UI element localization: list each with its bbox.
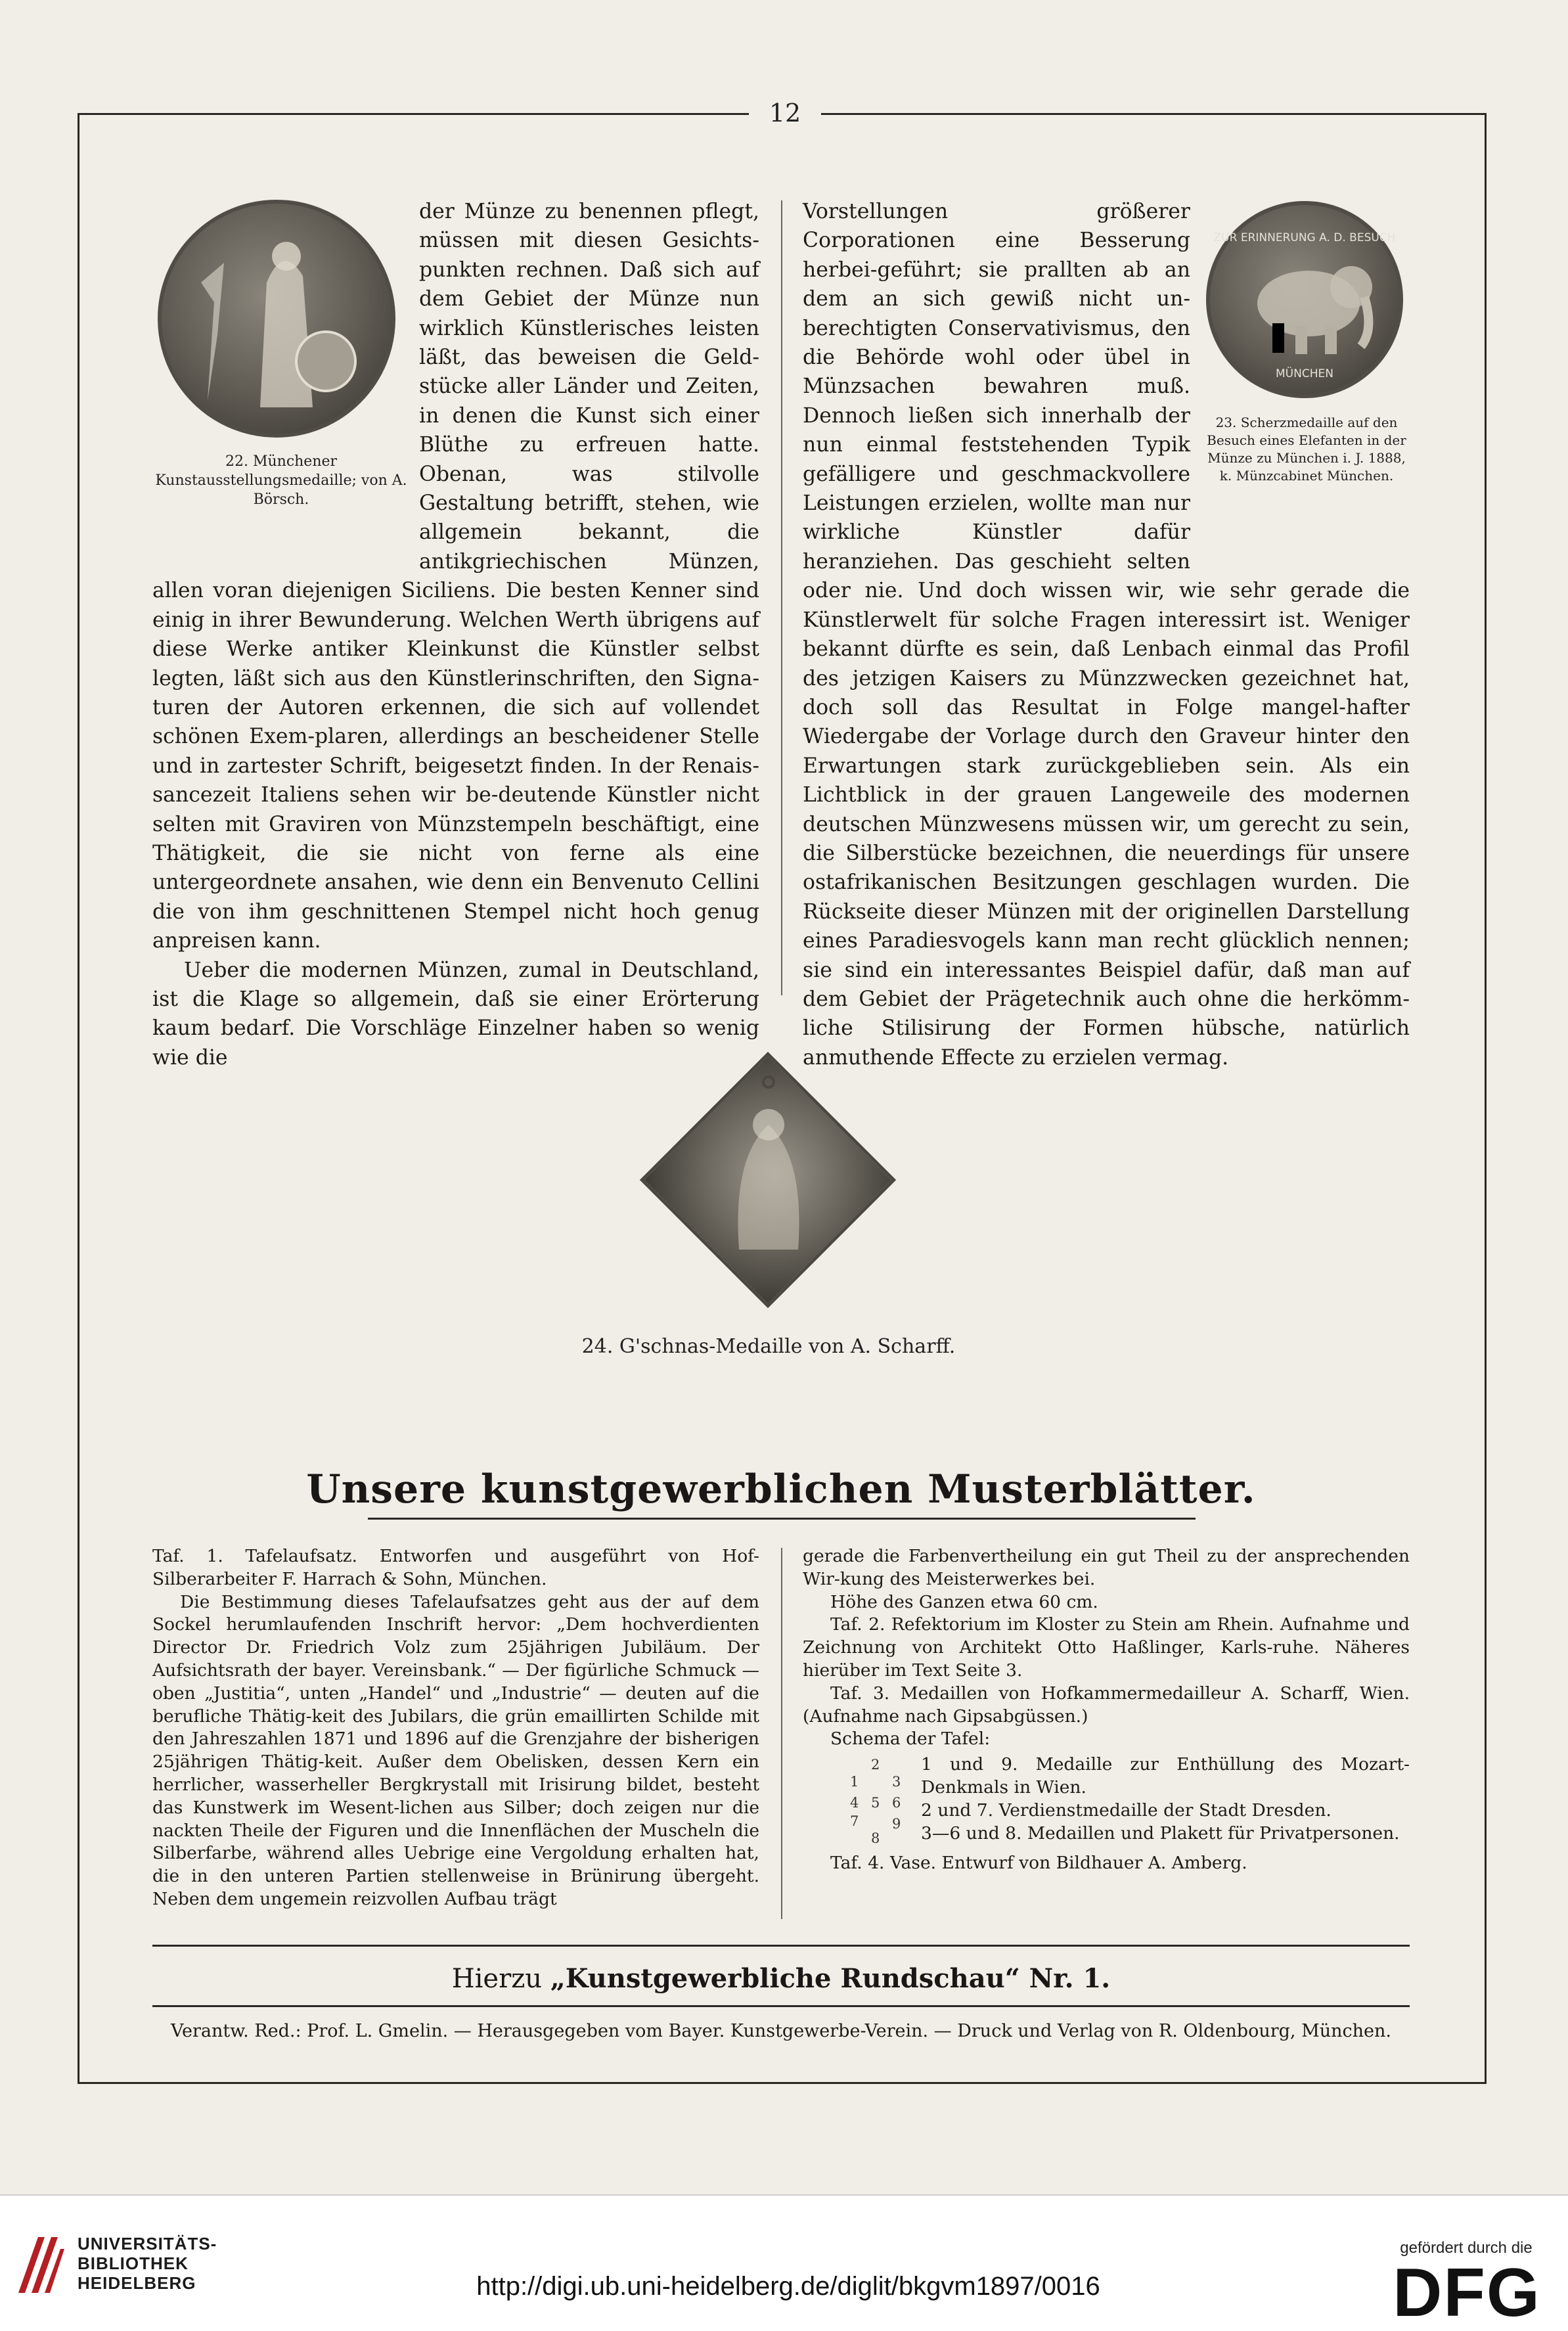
figure-group-icon bbox=[640, 1052, 897, 1309]
digitization-footer bbox=[0, 2194, 1568, 2329]
section-right-column bbox=[803, 1545, 1410, 1875]
plate-1-continuation: gerade die Farbenvertheilung ein gut Theil zu der ansprechenden Wir-kung des Meisterwerkes bei. bbox=[803, 1546, 1410, 1589]
section-column-divider bbox=[781, 1548, 782, 1919]
supplement-notice bbox=[152, 1963, 1410, 1994]
medal-22-image bbox=[158, 200, 395, 438]
article-left-column bbox=[152, 197, 759, 1072]
article-paragraph: Ueber die modernen Münzen, zumal in Deutschland, ist die Klage so allgemein, daß sie einer Erörterung kaum bedarf. Die Vorschläge Einzelner haben so wenig wie die bbox=[152, 958, 759, 1070]
heading-underline bbox=[368, 1518, 1196, 1520]
notice-title: „Kunstgewerbliche Rundschau“ Nr. 1. bbox=[550, 1963, 1111, 1994]
figure-22-caption: 22. Münchener Kunstausstellungsmedaille; von A. Börsch. bbox=[155, 453, 407, 508]
article-paragraph: der Münze zu benennen pflegt, müssen mit diesen Gesichts-punkten rechnen. Daß sich auf dem Gebiet der Münze nun wirklich Künstlerisches leisten läßt, das beweisen die Geld-stücke aller Länder und Zeiten, in denen die Kunst sich einer Blüthe zu erfreuen hatte. Obenan, was stilvolle Gestaltung betrifft, stehen, wie allgemein bekannt, die antikgriechischen Münzen, allen voran diejenigen Siciliens. Die besten Kenner sind einig in ihrer Bewunderung. Welchen Werth übrigens auf diese Werke antiker Kleinkunst die Künstler selbst legten, läßt sich aus den Künstlerinschriften, den Signa-turen der Autoren erkennen, die sich auf vollendet schönen Exem-plaren, allerdings an bescheidener Stelle und in zartester Schrift, beigesetzt finden. In der Renais-sancezeit Italiens sehen wir be-deutende Künstler nicht selten mit Graviren von Münzstempeln beschäftigt, eine Thätigkeit, die sie nicht von ferne als eine untergeordnete ansahen, wie denn ein Benvenuto Cellini die von ihm geschnittenen Stempel nicht hoch genug anpreisen kann. bbox=[152, 200, 759, 953]
university-library-logo-icon bbox=[12, 2230, 67, 2303]
height-note: Höhe des Ganzen etwa 60 cm. bbox=[830, 1591, 1098, 1612]
medal-figure-icon bbox=[162, 204, 392, 434]
schema-item: 3—6 und 8. Medaillen und Plakett für Privatpersonen. bbox=[921, 1822, 1400, 1844]
article-paragraph: Vorstellungen größerer Corporationen eine Besserung herbei-geführt; sie prallten ab an dem an sich gewiß nicht un-berechtigten Conservativismus, den die Behörde wohl oder übel in Münzsachen bewahren muß. Dennoch ließen sich innerhalb der nun einmal feststehenden Typik gefälligere und geschmackvollere Leistungen erzielen, wollte man nur wirkliche Künstler dafür heranziehen. Das geschieht selten oder nie. Und doch wissen wir, wie sehr gerade die Künstlerwelt für solche Fragen interessirt ist. Weniger bekannt dürfte es sein, daß Lenbach einmal das Profil des jetzigen Kaisers zu Münzzwecken gezeichnet hat, doch soll das Resultat in Folge mangel-hafter Wiedergabe der Vorlage durch den Graveur hinter den Erwartungen stark zurückgeblieben sein. Als ein Lichtblick in der grauen Langeweile des modernen deutschen Münzwesens müssen wir, um gerecht zu sein, die Silberstücke bezeichnen, die neuerdings für unsere ostafrikanischen Besitzungen geschlagen wurden. Die Rückseite dieser Münzen mit der originellen Darstellung eines Paradiesvogels kann man recht glücklich nennen; sie sind ein interessantes Beispiel dafür, daß man auf dem Gebiet der Prägetechnik auch ohne die herkömm-liche Stilisirung der Formen hübsche, natürlich anmuthende Effecte zu erzielen vermag. bbox=[803, 200, 1410, 1070]
library-name-line: BIBLIOTHEK bbox=[78, 2253, 189, 2273]
figure-24-caption: 24. G'schnas-Medaille von A. Scharff. bbox=[581, 1335, 956, 1358]
elephant-icon bbox=[1210, 205, 1399, 394]
schema-cell: 2 bbox=[871, 1757, 880, 1773]
permalink-url[interactable]: http://digi.ub.uni-heidelberg.de/diglit/bkgvm1897/0016 bbox=[476, 2272, 1100, 2301]
schema-label: Schema der Tafel: bbox=[830, 1729, 991, 1750]
schema-grid bbox=[842, 1754, 908, 1852]
schema-cell: 8 bbox=[871, 1830, 880, 1847]
figure-22 bbox=[152, 200, 410, 554]
separator-rule bbox=[152, 2005, 1410, 2007]
plate-1-description: Die Bestimmung dieses Tafelaufsatzes geht aus der auf dem Sockel herumlaufenden Inschrift hervor: „Dem hochverdienten Director Dr. Friedrich Volz zum 25jährigen Jubiläum. Der Aufsichtsrath der bayer. Vereinsbank.“ — Der figürliche Schmuck — oben „Justitia“, unten „Handel“ und „Industrie“ — deuten auf die berufliche Thätig-keit des Jubilars, die grün emaillirten Schilde mit den Jahreszahlen 1871 und 1896 auf die Grenzjahre der bisherigen 25jährigen Thätig-keit. Außer dem Obelisken, dessen Kern ein herrlicher, wasserheller Bergkrystall mit Irisirung bildet, besteht das Kunstwerk im Wesent-lichen aus Silber; doch zeigen nur die nackten Theile der Figuren und die Innenflächen der Muscheln die Silberfarbe, während alles Uebrige eine Vergoldung erhalten hat, die in den unteren Partien stellenweise in Brünirung übergeht. Neben dem ungemein reizvollen Aufbau trägt bbox=[152, 1591, 759, 1909]
medal-23-image bbox=[1206, 201, 1403, 398]
plate-3-entry: Taf. 3. Medaillen von Hofkammermedailleur A. Scharff, Wien. (Aufnahme nach Gipsabgüssen.) bbox=[803, 1683, 1410, 1727]
schema-list bbox=[921, 1754, 1410, 1852]
figure-23 bbox=[1201, 196, 1410, 574]
medal-23-place: MÜNCHEN bbox=[1276, 367, 1333, 380]
schema-cell: 7 bbox=[850, 1813, 859, 1830]
separator-rule bbox=[152, 1945, 1410, 1947]
schema-item: 2 und 7. Verdienstmedaille der Stadt Dresden. bbox=[921, 1799, 1332, 1821]
schema-cell: 9 bbox=[892, 1816, 901, 1832]
sponsor-label: gefördert durch die bbox=[1400, 2239, 1533, 2257]
section-heading: Unsere kunstgewerblichen Musterblätter. bbox=[306, 1466, 1256, 1512]
footer-divider bbox=[0, 2194, 1568, 2196]
figure-23-caption: 23. Scherzmedaille auf den Besuch eines Elefanten in der Münze zu München i. J. 1888, k. Münzcabinet München. bbox=[1207, 415, 1406, 484]
column-divider bbox=[781, 200, 782, 995]
dfg-logo: DFG bbox=[1393, 2255, 1541, 2331]
schema-cell: 3 bbox=[892, 1774, 901, 1790]
schema-cell: 5 bbox=[871, 1795, 880, 1811]
imprint-line: Verantw. Red.: Prof. L. Gmelin. — Herausgegeben vom Bayer. Kunstgewerbe-Verein. — Druck und Verlag von R. Oldenbourg, München. bbox=[171, 2021, 1391, 2041]
plate-1-entry: Taf. 1. Tafelaufsatz. Entworfen und ausgeführt von Hof-Silberarbeiter F. Harrach & Sohn, München. bbox=[152, 1546, 759, 1589]
plate-4-entry: Taf. 4. Vase. Entwurf von Bildhauer A. Amberg. bbox=[830, 1853, 1247, 1874]
notice-prefix: Hierzu bbox=[451, 1964, 550, 1994]
schema-block bbox=[842, 1754, 1410, 1852]
plate-2-entry: Taf. 2. Refektorium im Kloster zu Stein am Rhein. Aufnahme und Zeichnung von Architekt Otto Haßlinger, Karls-ruhe. Näheres hierüber im Text Seite 3. bbox=[803, 1614, 1410, 1681]
figure-24 bbox=[640, 1052, 897, 1309]
page-number: 12 bbox=[749, 99, 821, 127]
section-left-column bbox=[152, 1545, 759, 1911]
library-name bbox=[78, 2234, 217, 2293]
medal-23-legend: ZUR ERINNERUNG A. D. BESUCH bbox=[1213, 231, 1396, 244]
library-name-line: HEIDELBERG bbox=[78, 2273, 196, 2293]
library-name-line: UNIVERSITÄTS- bbox=[78, 2234, 217, 2253]
schema-cell: 6 bbox=[892, 1795, 901, 1811]
article-right-column bbox=[803, 197, 1410, 1072]
schema-cell: 1 bbox=[850, 1774, 859, 1790]
schema-item: 1 und 9. Medaille zur Enthüllung des Mozart-Denkmals in Wien. bbox=[921, 1754, 1410, 1798]
schema-cell: 4 bbox=[850, 1795, 859, 1811]
